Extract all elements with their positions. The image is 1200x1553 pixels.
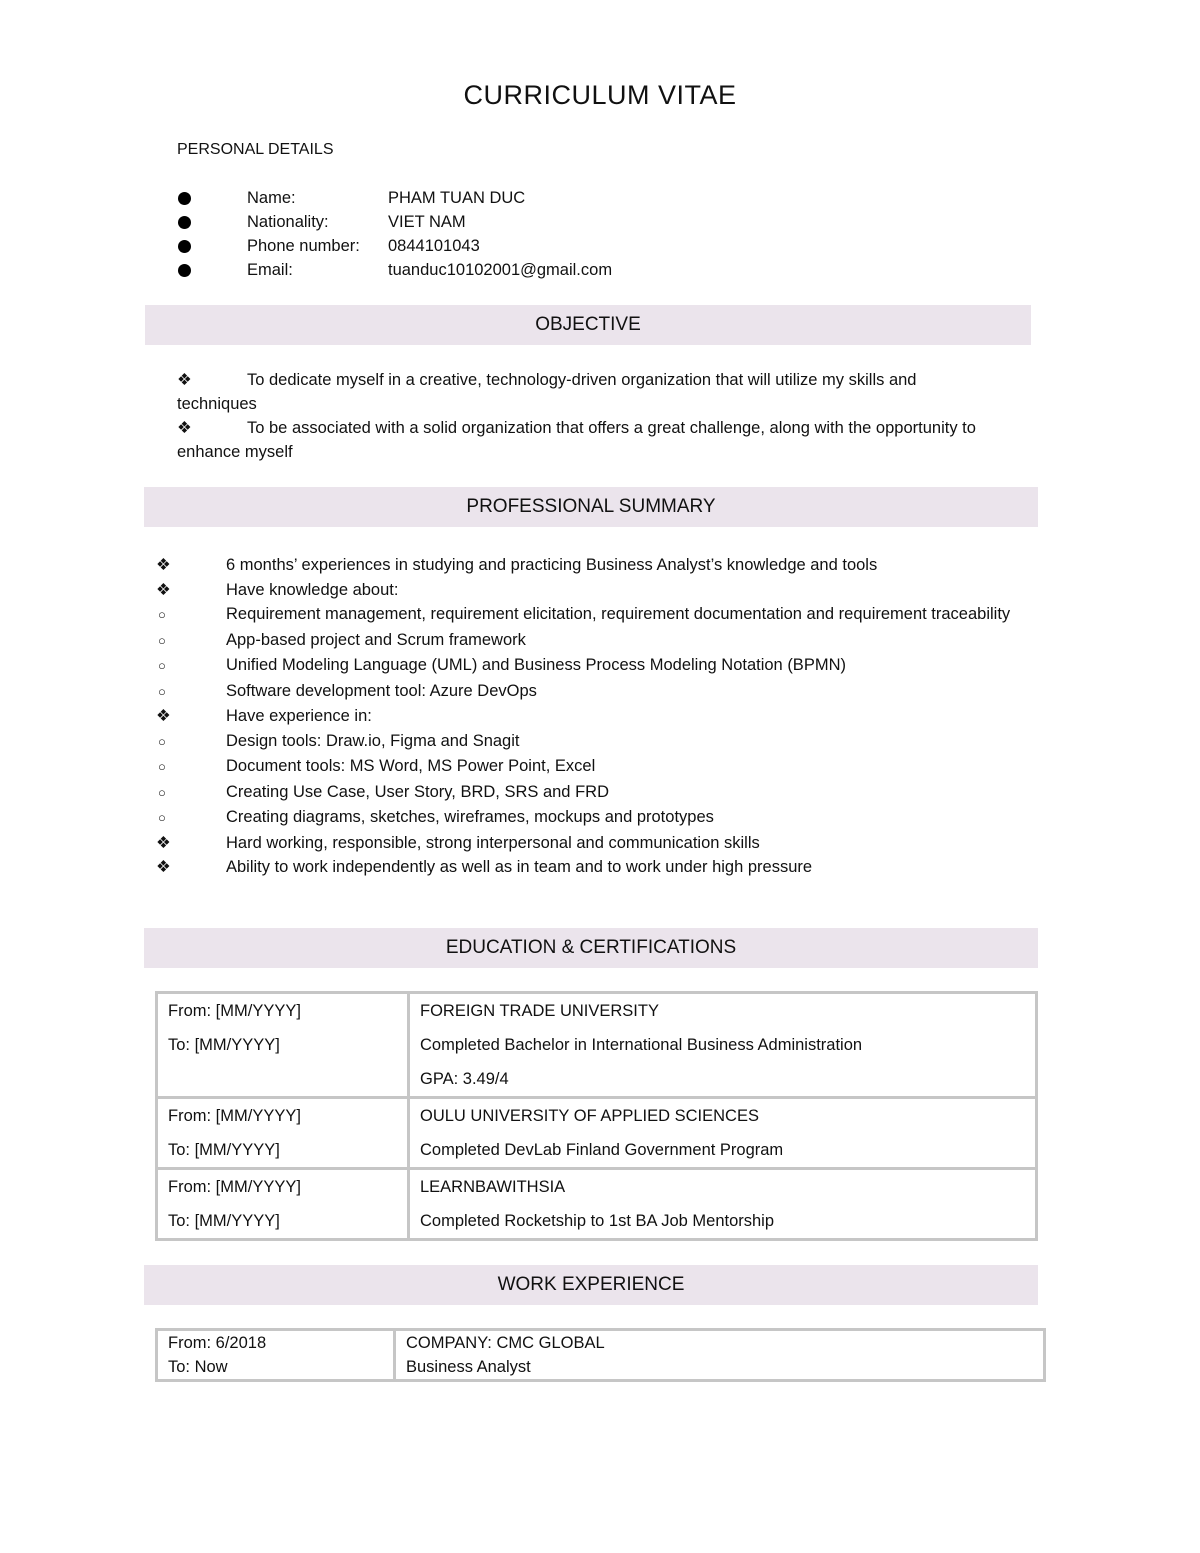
circle-bullet-icon: ○ <box>158 658 166 673</box>
summary-text: Ability to work independently as well as in team and to work under high pressure <box>226 858 813 876</box>
summary-text: Have knowledge about: <box>226 580 399 599</box>
bullet-dot-icon <box>178 240 191 253</box>
education-details <box>409 993 1037 1098</box>
personal-label: Nationality: <box>247 213 329 231</box>
list-item <box>177 416 997 464</box>
circle-bullet-icon: ○ <box>158 632 166 648</box>
list-item <box>156 653 1036 679</box>
work-table <box>155 1328 1046 1382</box>
date-from: From: [MM/YYYY] <box>168 1178 301 1196</box>
date-to: To: [MM/YYYY] <box>168 1212 280 1230</box>
circle-bullet-icon: ○ <box>158 810 166 825</box>
personal-label: Email: <box>247 261 293 279</box>
diamond-bullet-icon: ❖ <box>156 707 171 725</box>
date-from: From: [MM/YYYY] <box>168 1002 301 1020</box>
summary-text: Hard working, responsible, strong interpersonal and communication skills <box>226 833 760 852</box>
work-dates <box>157 1330 395 1381</box>
work-details <box>395 1330 1045 1381</box>
summary-text: Design tools: Draw.io, Figma and Snagit <box>226 731 520 750</box>
date-to: To: Now <box>168 1358 228 1376</box>
summary-text: Requirement management, requirement elicitation, requirement documentation and requirement traceability <box>226 605 1011 623</box>
list-item <box>156 602 1036 628</box>
education-table <box>155 991 1038 1241</box>
institution-name: FOREIGN TRADE UNIVERSITY <box>420 1002 659 1020</box>
summary-text: Have experience in: <box>226 707 372 725</box>
summary-text: Software development tool: Azure DevOps <box>226 681 537 700</box>
summary-text: Document tools: MS Word, MS Power Point, Excel <box>226 757 596 775</box>
personal-value: tuanduc10102001@gmail.com <box>388 261 613 279</box>
summary-text: Creating diagrams, sketches, wireframes, mockups and prototypes <box>226 808 714 826</box>
diamond-bullet-icon: ❖ <box>177 371 192 389</box>
summary-text: Unified Modeling Language (UML) and Business Process Modeling Notation (BPMN) <box>226 656 846 674</box>
list-item <box>177 368 997 416</box>
list-item <box>156 553 1036 578</box>
bullet-dot-icon <box>178 216 191 229</box>
education-detail: Completed Bachelor in International Business Administration <box>420 1036 863 1054</box>
diamond-bullet-icon: ❖ <box>156 580 171 599</box>
diamond-bullet-icon: ❖ <box>177 419 192 437</box>
summary-text: App-based project and Scrum framework <box>226 630 526 649</box>
circle-bullet-icon: ○ <box>158 759 166 774</box>
personal-value: PHAM TUAN DUC <box>388 189 526 207</box>
education-details <box>409 1098 1037 1169</box>
work-heading: WORK EXPERIENCE <box>144 1265 1038 1305</box>
education-detail: Completed Rocketship to 1st BA Job Mentorship <box>420 1212 775 1230</box>
summary-heading: PROFESSIONAL SUMMARY <box>144 487 1038 527</box>
circle-bullet-icon: ○ <box>158 607 166 622</box>
personal-label: Phone number: <box>247 237 360 255</box>
list-item <box>156 805 1036 831</box>
list-item <box>156 855 1036 880</box>
objective-text: To dedicate myself in a creative, technology-driven organization that will utilize my skills and techniques <box>177 371 917 413</box>
personal-value: 0844101043 <box>388 237 480 255</box>
personal-value: VIET NAM <box>388 213 466 231</box>
date-to: To: [MM/YYYY] <box>168 1036 280 1054</box>
education-heading: EDUCATION & CERTIFICATIONS <box>144 928 1038 968</box>
circle-bullet-icon: ○ <box>158 733 166 749</box>
bullet-dot-icon <box>178 264 191 277</box>
list-item <box>156 831 1036 856</box>
job-title: Business Analyst <box>406 1358 531 1376</box>
diamond-bullet-icon: ❖ <box>156 833 171 852</box>
bullet-dot-icon <box>178 192 191 205</box>
date-from: From: 6/2018 <box>168 1334 267 1352</box>
personal-label: Name: <box>247 189 296 207</box>
education-dates <box>157 1098 409 1169</box>
institution-name: LEARNBAWITHSIA <box>420 1178 566 1196</box>
summary-text: 6 months’ experiences in studying and practicing Business Analyst’s knowledge and tools <box>226 556 878 574</box>
list-item <box>156 729 1036 755</box>
list-item <box>156 628 1036 654</box>
personal-details-heading: PERSONAL DETAILS <box>177 141 334 158</box>
summary-text: Creating Use Case, User Story, BRD, SRS and FRD <box>226 782 609 801</box>
education-detail: Completed DevLab Finland Government Program <box>420 1141 784 1159</box>
objective-heading: OBJECTIVE <box>145 305 1031 345</box>
table-row <box>157 1098 1037 1169</box>
education-gpa: GPA: 3.49/4 <box>420 1070 509 1088</box>
table-row <box>157 1330 1045 1381</box>
institution-name: OULU UNIVERSITY OF APPLIED SCIENCES <box>420 1107 759 1125</box>
date-to: To: [MM/YYYY] <box>168 1141 280 1159</box>
table-row <box>157 1169 1037 1240</box>
list-item <box>156 754 1036 780</box>
list-item <box>156 679 1036 705</box>
list-item <box>156 578 1036 603</box>
company-name: COMPANY: CMC GLOBAL <box>406 1334 605 1352</box>
circle-bullet-icon: ○ <box>158 784 166 800</box>
table-row <box>157 993 1037 1098</box>
date-from: From: [MM/YYYY] <box>168 1107 301 1125</box>
diamond-bullet-icon: ❖ <box>156 556 171 574</box>
education-details <box>409 1169 1037 1240</box>
circle-bullet-icon: ○ <box>158 683 166 699</box>
objective-list <box>177 368 997 464</box>
list-item <box>156 704 1036 729</box>
objective-text: To be associated with a solid organization that offers a great challenge, along with the opportunity to enhance myself <box>177 419 976 461</box>
education-dates <box>157 993 409 1098</box>
list-item <box>156 780 1036 806</box>
summary-list <box>156 553 1036 880</box>
document-title: CURRICULUM VITAE <box>463 80 737 110</box>
education-dates <box>157 1169 409 1240</box>
diamond-bullet-icon: ❖ <box>156 858 171 876</box>
